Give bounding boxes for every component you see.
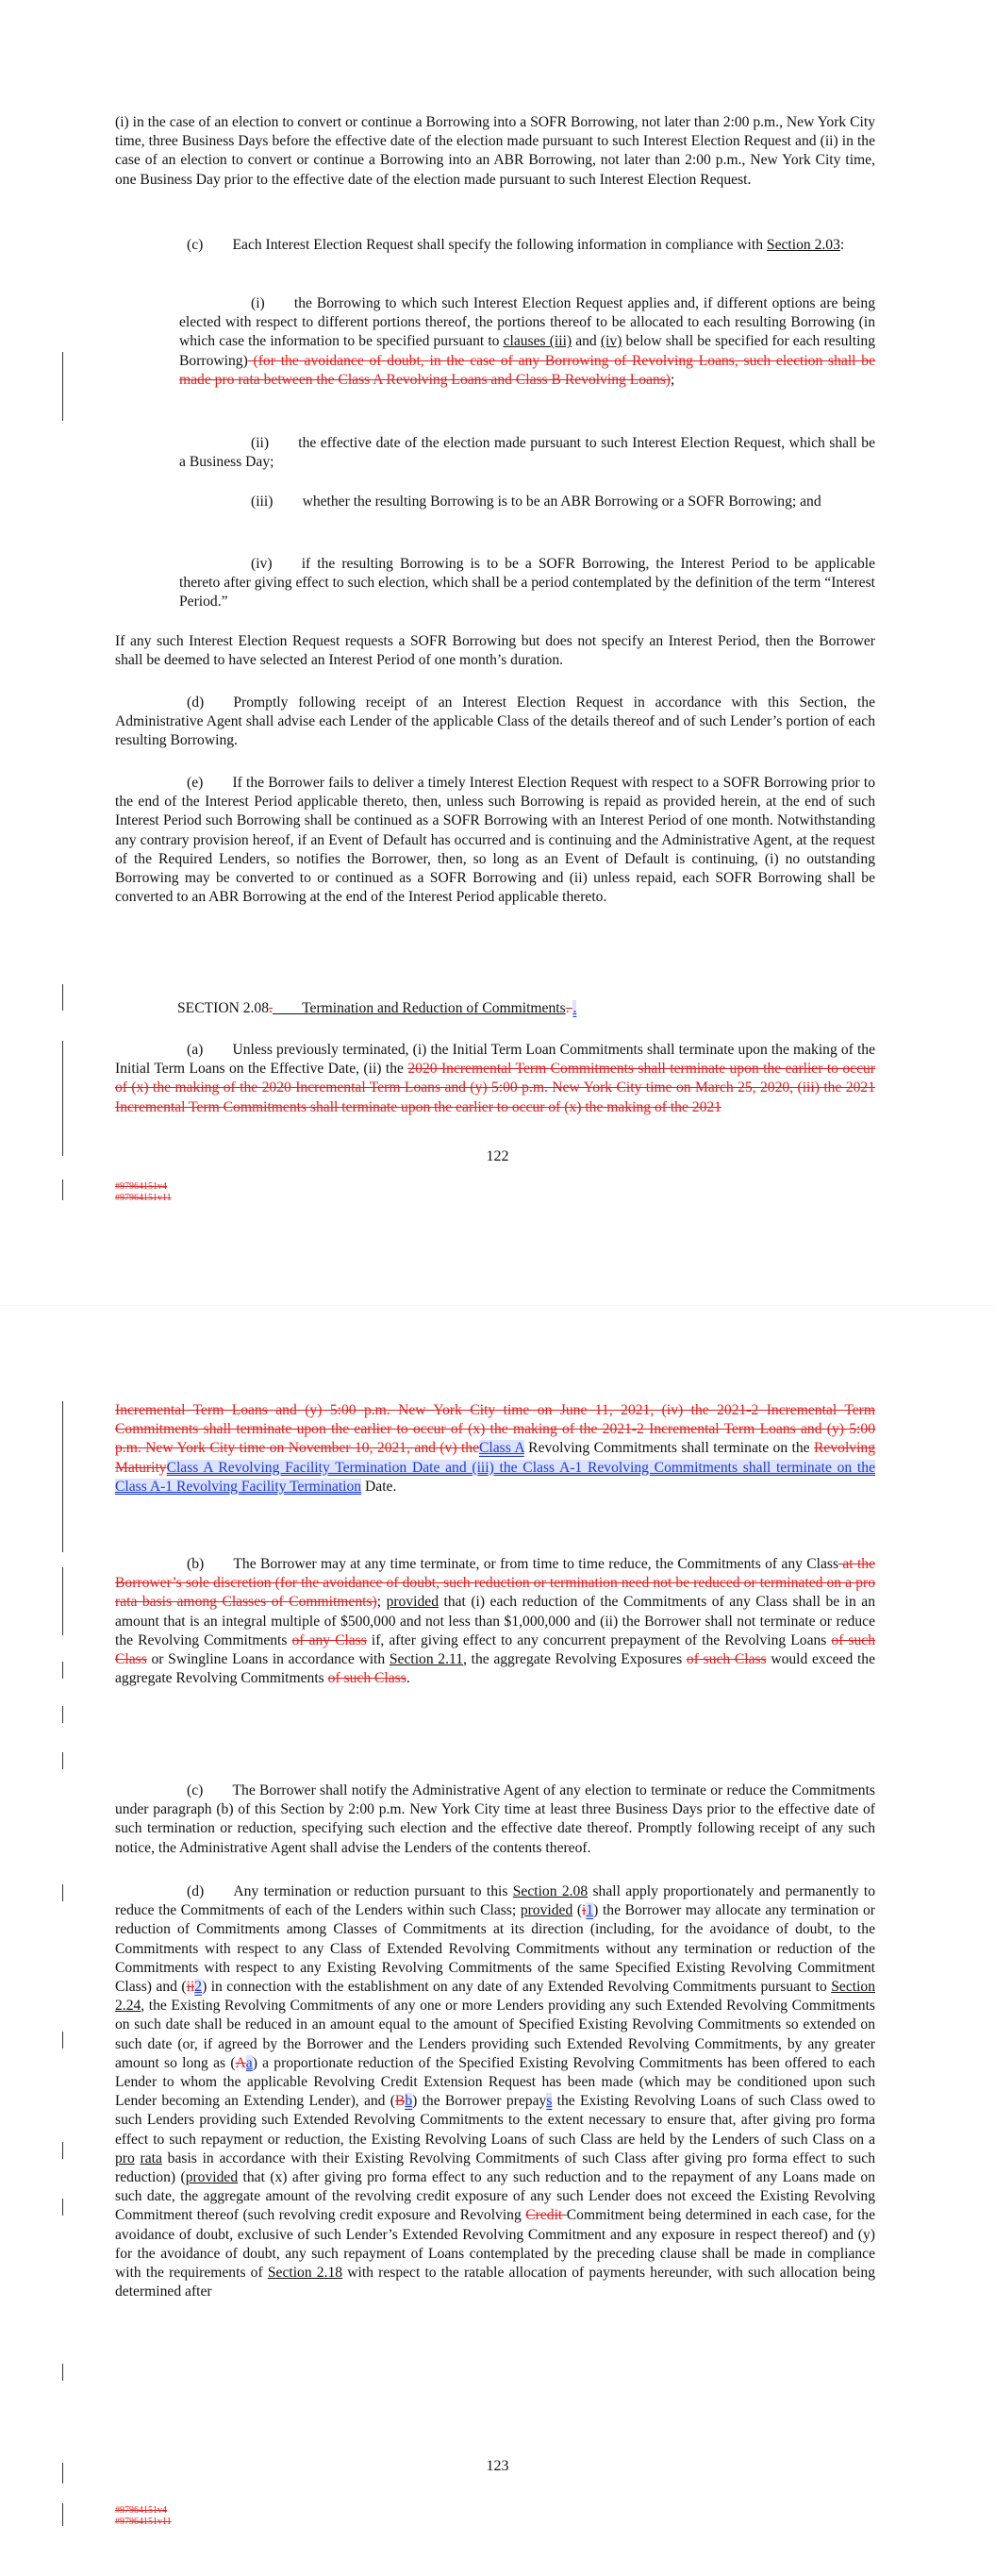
change-bar	[62, 2364, 63, 2381]
paragraph-2-08-d: (d) Any termination or reduction pursuant to this Section 2.08 shall apply proportionately and permanently to reduce the Commitments of each of the Lenders within such Class; provided (i1) the Borrower may allocate any termination or reduction of Commitments among Classes of Commitments at its direction (including, for the avoidance of doubt, to the Commitments with respect to any Class of Extended Revolving Commitments without any termination or reduction of the Commitments with respect to any Existing Revolving Commitments of the same Specified Existing Revolving Commitment Class) and (ii2) in connection with the establishment on any date of any Extended Revolving Commitments pursuant to Section 2.24, the Existing Revolving Commitments of any one or more Lenders providing any such Extended Revolving Commitments on such date shall be reduced in an amount equal to the amount of Specified Existing Revolving Commitments so extended on such date (or, if agreed by the Borrower and the Lenders providing such Extended Revolving Commitments, by any greater amount so long as (Aa) a proportionate reduction of the Specified Existing Revolving Commitments has been offered to each Lender to whom the applicable Revolving Credit Extension Request has been made (which may be conditioned upon such Lender becoming an Extending Lender), and (Bb) the Borrower prepays the Existing Revolving Loans of such Class owed to such Lenders providing such Extended Revolving Commitments to the extent necessary to ensure that, after giving pro forma effect to such repayment or reduction, the Existing Revolving Loans of such Class are held by the Lenders of such Class on a pro rata basis in accordance with their Existing Revolving Commitments of such Class after giving pro forma effect to such reduction) (provided that (x) after giving pro forma effect to any such reduction and to the repayment of any Loans made on such date, the aggregate amount of the revolving credit exposure of any such Lender does not exceed the Existing Revolving Commitment thereof (such revolving credit exposure and Revolving Credit Commitment being determined in each case, for the avoidance of doubt, exclusive of such Lender’s Extended Revolving Commitment and any exposure in respect thereof) and (y) for the avoidance of doubt, any such repayment of Loans contemplated by the preceding clause shall be made in compliance with the requirements of Section 2.18 with respect to the ratable allocation of payments hereunder, with such allocation being determined after	[115, 1883, 876, 2300]
section-reference: Section 2.11	[389, 1651, 464, 1668]
change-bar	[62, 2503, 63, 2526]
section-reference: Section 2.03	[766, 237, 840, 253]
clause-c-i: (i) the Borrowing to which such Interest Election Request applies and, if different options are being elected with respect to different portions thereof, the portions thereof to be allocated to each resulting Borrowing (in which case the information to be specified pursuant to clauses (iii) and (iv) below shall be specified for each resulting Borrowing) (for the avoidance of doubt, in the case of any Borrowing of Revolving Loans, such election shall be made pro rata between the Class A Revolving Loans and Class B Revolving Loans);	[179, 295, 876, 388]
paragraph-2-08-b: (b) The Borrower may at any time terminate, or from time to time reduce, the Commitments of any Class at the Borrower’s sole discretion (for the avoidance of doubt, such reduction or termination need not be reduced or terminated on a pro rata basis among Classes of Commitments); provided that (i) each reduction of the Commitments of any Class shall be in an amount that is an integral multiple of $500,000 and not less than $1,000,000 and (ii) the Borrower shall not terminate or reduce the Revolving Commitments of any Class if, after giving effect to any concurrent prepayment of the Revolving Loans of such Class or Swingline Loans in accordance with Section 2.11, the aggregate Revolving Exposures of such Class would exceed the aggregate Revolving Commitments of such Class.	[115, 1556, 876, 1687]
deleted-text: 2020 Incremental Term Commitments shall terminate upon the earlier to occur of (x) the making of the 2020 Incremental Term Loans and (y) 5:00 p.m. New York City time on March 25, 2020, (iii) the 2021 Incremental Term Commitments shall terminate upon the earlier to occur of (x) the making of the 2021	[115, 1061, 875, 1115]
change-bar	[62, 1884, 63, 1901]
change-bar	[62, 2142, 63, 2159]
change-bar	[62, 1567, 63, 1635]
section-heading-2-08: SECTION 2.08. Termination and Reduction of Commitments. .	[177, 1000, 577, 1016]
change-bar	[62, 1752, 63, 1769]
page-number: 123	[486, 2458, 509, 2474]
change-bar	[62, 1179, 63, 1200]
paragraph-e: (e) If the Borrower fails to deliver a timely Interest Election Request with respect to a SOFR Borrowing prior to the end of the Interest Period applicable thereto, then, unless such Borrowing is repaid as provided herein, at the end of such Interest Period such Borrowing shall be continued as a SOFR Borrowing with an Interest Period of one month. Notwithstanding any contrary provision hereof, if an Event of Default has occurred and is continuing and the Administrative Agent, at the request of the Required Lenders, so notifies the Borrower, then, so long as an Event of Default is continuing, (i) no outstanding Borrowing may be converted to or continued as a SOFR Borrowing and (ii) unless repaid, each SOFR Borrowing shall be converted to an ABR Borrowing at the end of the Interest Period applicable thereto.	[115, 775, 875, 906]
paragraph-2-08-a-continuation: Incremental Term Loans and (y) 5:00 p.m. New York City time on June 11, 2021, (iv) the 2021-2 Incremental Term Commitments shall terminate upon the earlier to occur of (x) the making of the 2021-2 Incremental Term Loans and (y) 5:00 p.m. New York City time on November 10, 2021, and (v) theClass A Revolving Commitments shall terminate on the Revolving MaturityClass A Revolving Facility Termination Date and (iii) the Class A-1 Revolving Commitments shall terminate on the Class A-1 Revolving Facility Termination Date.	[115, 1402, 876, 1495]
clause-c-ii: (ii) the effective date of the election made pursuant to such Interest Election Request, which shall be a Business Day;	[179, 435, 875, 471]
clause-c-iv: (iv) if the resulting Borrowing is to be a SOFR Borrowing, the Interest Period to be applicable thereto after giving effect to such election, which shall be a period contemplated by the definition of the term “Interest Period.”	[179, 556, 875, 611]
clause-reference: (iv)	[600, 333, 622, 350]
document-page-123	[0, 1307, 995, 2576]
change-bar	[62, 2199, 63, 2216]
deleted-text: Revolving Maturity	[115, 1440, 876, 1476]
paragraph-d: (d) Promptly following receipt of an Interest Election Request in accordance with this Section, the Administrative Agent shall advise each Lender of the applicable Class of the details thereof and of such Lender’s portion of each resulting Borrowing.	[115, 694, 875, 749]
deleted-text: Incremental Term Loans and (y) 5:00 p.m. New York City time on June 11, 2021, (iv) the 2021-2 Incremental Term Commitments shall terminate upon the earlier to occur of (x) the making of the 2021-2 Incremental Term Loans and (y) 5:00 p.m. New York City time on November 10, 2021, and (v) the	[115, 1402, 875, 1457]
clause-c-iii: (iii) whether the resulting Borrowing is to be an ABR Borrowing or a SOFR Borrowing; and	[251, 493, 821, 510]
inserted-text: Class A Revolving Facility Termination Date and (iii) the Class A-1 Revolving Commitments shall terminate on the Class A-1 Revolving Facility Termination	[115, 1459, 875, 1495]
document-footer-id: #97964151v4 #97964151v11	[115, 2505, 172, 2527]
change-bar	[62, 2032, 63, 2049]
change-bar	[62, 984, 63, 1011]
change-bar	[62, 1662, 63, 1679]
page-separator	[0, 1305, 995, 1306]
paragraph-intro-continuation: (i) in the case of an election to convert or continue a Borrowing into a SOFR Borrowing, not later than 2:00 p.m., New York City time, three Business Days before the effective date of the election made pursuant to such Interest Election Request and (ii) in the case of an election to convert or continue a Borrowing into an ABR Borrowing, not later than 2:00 p.m., New York City time, one Business Day prior to the effective date of the election made pursuant to such Interest Election Request.	[115, 114, 875, 188]
clause-reference: clauses (iii)	[503, 333, 572, 350]
page-number: 122	[486, 1148, 509, 1164]
paragraph-2-08-c: (c) The Borrower shall notify the Administrative Agent of any election to terminate or reduce the Commitments under paragraph (b) of this Section by 2:00 p.m. New York City time at least three Business Days prior to the effective date of such termination or reduction, specifying such election and the effective date thereof. Promptly following receipt of any such notice, the Administrative Agent shall advise the Lenders of the contents thereof.	[115, 1782, 875, 1856]
inserted-text: Class A	[479, 1440, 524, 1457]
paragraph-c: (c) Each Interest Election Request shall specify the following information in compliance with Section 2.03:	[187, 237, 845, 253]
change-bar	[62, 352, 63, 421]
change-bar	[62, 1706, 63, 1723]
change-bar	[62, 1401, 63, 1552]
deleted-text: (for the avoidance of doubt, in the case of any Borrowing of Revolving Loans, such election shall be made pro rata between the Class A Revolving Loans and Class B Revolving Loans)	[179, 352, 875, 388]
paragraph-c-tail: If any such Interest Election Request requests a SOFR Borrowing but does not specify an Interest Period, then the Borrower shall be deemed to have selected an Interest Period of one month’s duration.	[115, 633, 875, 669]
deleted-text: at the Borrower’s sole discretion (for the avoidance of doubt, such reduction or termination need not be reduced or terminated on a pro rata basis among Classes of Commitments)	[115, 1556, 876, 1611]
document-footer-id: #97964151v4 #97964151v11	[115, 1181, 172, 1203]
paragraph-2-08-a: (a) Unless previously terminated, (i) the Initial Term Loan Commitments shall terminate upon the making of the Initial Term Loans on the Effective Date, (ii) the 2020 Incremental Term Commitments shall terminate upon the earlier to occur of (x) the making of the 2020 Incremental Term Loans and (y) 5:00 p.m. New York City time on March 25, 2020, (iii) the 2021 Incremental Term Commitments shall terminate upon the earlier to occur of (x) the making of the 2021	[115, 1042, 875, 1115]
